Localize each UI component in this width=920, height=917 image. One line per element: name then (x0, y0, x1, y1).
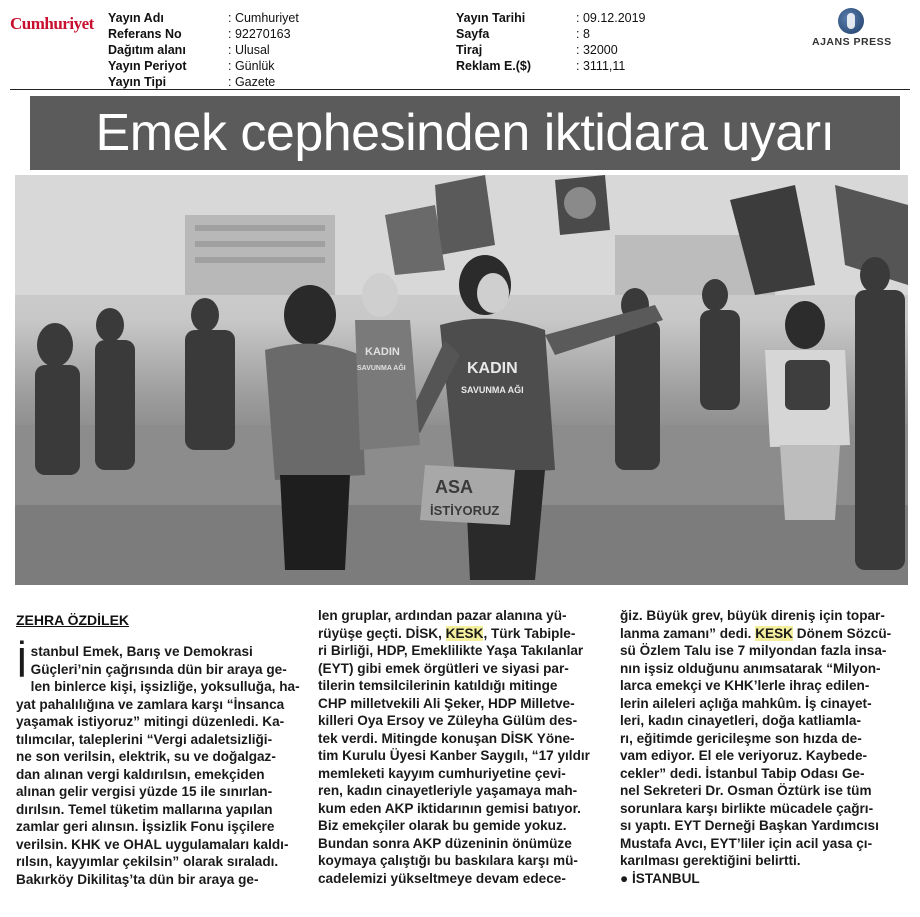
article-line: nel Sekreteri Dr. Osman Öztürk ise tüm (620, 783, 872, 798)
article-line: sı yaptı. EYT Derneği Başkan Yardımcısı (620, 818, 879, 833)
article-line: sorunlara karşı birlikte mücadele çağrı- (620, 800, 874, 816)
article-line: rı, eğitimde gericileşme son hızda de- (620, 730, 862, 746)
article-line: dırılsın. Temel tüketim mallarına yapılan (16, 801, 273, 817)
banner-text: ASA (435, 477, 474, 497)
article-text: , Türk Tabiple- (483, 625, 576, 641)
article-line: stanbul Emek, Barış ve Demokrasi (30, 644, 253, 659)
article-text: rüyüşe geçti. DİSK, (318, 625, 446, 641)
meta-value: : Gazete (228, 75, 276, 89)
highlighted-keyword: KESK (445, 625, 484, 641)
meta-key: Dağıtım alanı (108, 43, 186, 57)
article-line: Mustafa Avcı, EYT’liler için acil yasa çı- (620, 835, 873, 851)
meta-key: Yayın Adı (108, 11, 164, 25)
vest-text: SAVUNMA AĞI (461, 385, 524, 395)
article-text: Dönem Sözcü- (793, 625, 892, 641)
header-divider (10, 89, 910, 90)
article-line: tilerin temsilcilerinin katıldığı mitinge (318, 678, 558, 693)
byline: ZEHRA ÖZDİLEK (16, 612, 130, 628)
meta-key: Yayın Tipi (108, 75, 167, 89)
article-line: tek verdi. Mitingde konuşan DİSK Yöne- (318, 730, 575, 746)
globe-icon (838, 8, 864, 34)
article-line: ne son verilsin, elektrik, su ve doğalgaz- (16, 749, 276, 764)
article-line: Biz emekçiler olarak bu gemide yokuz. (318, 818, 567, 833)
article-line: leri, kadın cinayetleri, doğa katliamla- (620, 713, 862, 728)
article-line: ● İSTANBUL (620, 870, 700, 886)
meta-key: Sayfa (456, 27, 490, 41)
meta-value: : Ulusal (228, 43, 270, 57)
article-line: lerin aileleri açlığa mahkûm. İş cinayet- (620, 695, 872, 711)
banner-text: İSTİYORUZ (430, 503, 500, 518)
meta-key: Yayın Tarihi (456, 11, 526, 25)
article-line: vam ediyor. El ele veriyoruz. Kaybede- (620, 748, 868, 763)
agency-name: AJANS PRESS (812, 36, 892, 48)
meta-key: Reklam E.($) (456, 59, 532, 73)
article-column-3 (620, 607, 902, 887)
publication-meta-left (108, 10, 299, 90)
cumhuriyet-logo: Cumhuriyet (10, 14, 94, 33)
article-line: ğiz. Büyük grev, büyük direniş için topar- (620, 608, 885, 623)
article-line: verilsin. KHK ve OHAL uygulamaları kaldı- (16, 836, 289, 852)
article-line: memleketi kayyım cumhuriyetine çevi- (318, 765, 566, 781)
article-line: killeri Oya Ersoy ve Züleyha Gülüm des- (318, 713, 578, 728)
meta-value: : 3111,11 (576, 59, 626, 73)
article-line: (EYT) gibi emek örgütleri ve siyasi par- (318, 660, 569, 676)
article-line: yat pahalılığına ve zamlara karşı “İnsanca (16, 696, 285, 712)
article-line: sü Özlem Talu ise 7 milyondan fazla insa- (620, 643, 887, 658)
headline-text: Emek cephesinden iktidara uyarı (95, 104, 835, 162)
article-text: lanma zamanı” dedi. (620, 625, 756, 641)
article-line: Bakırköy Dikilitaş’ta dün bir araya ge- (16, 871, 259, 887)
article-line: yaşamak istiyoruz” mitingi düzenledi. Ka- (16, 714, 285, 729)
article-line: dan alınan vergi kaldırılsın, emekçiden (16, 766, 265, 782)
article-line: kum eden AKP iktidarının gemisi batıyor. (318, 800, 581, 816)
vest-text: SAVUNMA AĞI (357, 365, 406, 372)
article-line: cadelemizi yükseltmeye devam edece- (318, 870, 566, 886)
ajans-press-logo (808, 8, 912, 50)
article-line: Güçleri’nin çağrısında dün bir araya ge- (30, 661, 287, 677)
meta-key: Referans No (108, 27, 182, 41)
article-line (318, 625, 600, 643)
article-line: nın işsiz olduğunu anımsatarak “Milyon- (620, 660, 881, 676)
article-line: tim Kurulu Üyesi Kanber Saygılı, “17 yıldır (318, 748, 590, 763)
article-line: alınan gelir vergisi yüzde 15 ile sınırlan- (16, 784, 273, 799)
article-line: rılsın, kayyımlar çekilsin” olarak sıraladı. (16, 854, 279, 869)
meta-key: Yayın Periyot (108, 59, 187, 73)
article-line: zamlar geri alınsın. İşsizlik Fonu işçilere (16, 819, 275, 834)
article-line: len binlerce kişi, işsizliğe, yoksulluğa, ha- (30, 679, 300, 694)
highlighted-keyword: KESK (755, 625, 794, 641)
article-line: Bundan sonra AKP düzeninin önümüze (318, 835, 572, 851)
meta-value: : 32000 (576, 43, 618, 57)
meta-value: : 09.12.2019 (576, 11, 646, 25)
article-line: karılması gerektiğini belirtti. (620, 853, 801, 868)
photo-illustration (15, 175, 908, 585)
article-column-1 (16, 639, 300, 888)
meta-value: : Günlük (228, 59, 275, 73)
meta-value: : 92270163 (228, 27, 291, 41)
article-line: tılımcılar, taleplerini “Vergi adaletsizliği- (16, 731, 273, 747)
meta-key: Tiraj (456, 43, 483, 57)
vest-text: KADIN (467, 360, 518, 377)
headline-banner (30, 96, 900, 170)
vest-text: KADIN (365, 346, 400, 358)
article-line: larca emekçi ve KHK’lerle ihraç edilen- (620, 678, 870, 693)
drop-cap: İ (16, 639, 28, 686)
article-line: CHP milletvekili Ali Şeker, HDP Milletve- (318, 695, 575, 711)
article-line: len gruplar, ardından pazar alanına yü- (318, 608, 567, 623)
article-line: ri Birliği, HDP, Emeklilikte Yaşa Takılanlar (318, 643, 584, 658)
meta-value: : 8 (576, 27, 590, 41)
protest-photo (15, 175, 908, 585)
article-line: ren, kadın cinayetleriyle yaşamaya mah- (318, 783, 578, 798)
article-line (620, 625, 902, 643)
article-column-2 (318, 607, 600, 887)
article-line: cekler” dedi. İstanbul Tabip Odası Ge- (620, 765, 865, 781)
article-line: koymaya çalıştığı bu baskılara karşı mü- (318, 853, 578, 868)
publication-meta-right (456, 10, 646, 74)
meta-value: : Cumhuriyet (228, 11, 299, 25)
